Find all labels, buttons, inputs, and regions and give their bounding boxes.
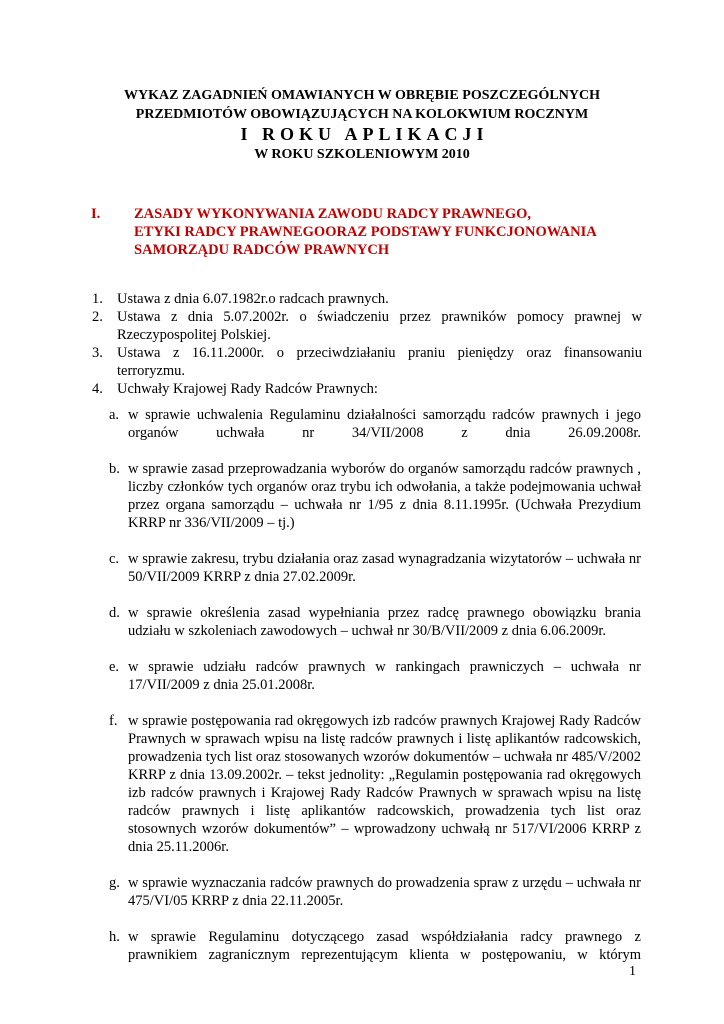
section-number: I. bbox=[91, 206, 101, 222]
item-text: Ustawa z dnia 6.07.1982r.o radcach prawnych. bbox=[117, 291, 389, 307]
item-text: Ustawa z dnia 5.07.2002r. o świadczeniu przez prawników pomocy prawnej w Rzeczypospolitej Polskiej. bbox=[117, 309, 642, 343]
resolution-item bbox=[105, 550, 641, 586]
numbered-list bbox=[82, 290, 642, 398]
resolution-item bbox=[105, 406, 641, 442]
resolution-text: w sprawie udziału radców prawnych w rankingach prawniczych – uchwała nr 17/VII/2009 z dnia 25.01.2008r. bbox=[128, 659, 641, 693]
resolution-text: w sprawie uchwalenia Regulaminu działalności samorządu radców prawnych i jego organów uchwała nr 34/VII/2008 z dnia 26.09.2008r. bbox=[128, 407, 641, 441]
resolution-text: w sprawie określenia zasad wypełniania przez radcę prawnego obowiązku brania udziału w szkoleniach zawodowych – uchwał nr 30/B/VII/2009 z dnia 6.06.2009r. bbox=[128, 605, 641, 639]
resolution-letter: e. bbox=[109, 659, 120, 675]
resolution-text: w sprawie zakresu, trybu działania oraz zasad wynagradzania wizytatorów – uchwała nr 50/VII/2009 KRRP z dnia 27.02.2009r. bbox=[128, 551, 641, 585]
section-title-line: ETYKI RADCY PRAWNEGOORAZ PODSTAWY FUNKCJONOWANIA bbox=[134, 224, 597, 240]
resolution-letter: g. bbox=[109, 875, 120, 891]
header-line-4: W ROKU SZKOLENIOWYM 2010 bbox=[254, 147, 470, 162]
item-text: Ustawa z 16.11.2000r. o przeciwdziałaniu praniu pieniędzy oraz finansowaniu terroryzmu. bbox=[117, 345, 642, 379]
list-item bbox=[82, 290, 642, 308]
resolution-letter: h. bbox=[109, 929, 120, 945]
resolution-letter: d. bbox=[109, 605, 120, 621]
item-text: Uchwały Krajowej Rady Radców Prawnych: bbox=[117, 381, 378, 397]
resolution-letter: a. bbox=[109, 407, 120, 423]
resolution-item bbox=[105, 460, 641, 532]
list-item bbox=[82, 380, 642, 398]
resolution-text: w sprawie zasad przeprowadzania wyborów do organów samorządu radców prawnych , liczby członków tych organów oraz trybu ich odwołania, a także podejmowania uchwał przez organa samorządu – uchwała nr 1/95 z dnia 8.11.1995r. (Uchwała Prezydium KRRP nr 336/VII/2009 – tj.) bbox=[128, 461, 641, 531]
resolutions-list bbox=[105, 406, 641, 982]
resolution-letter: c. bbox=[109, 551, 120, 567]
header-line-2: PRZEDMIOTÓW OBOWIĄZUJĄCYCH NA KOLOKWIUM ROCZNYM bbox=[135, 107, 589, 122]
header-line-1: WYKAZ ZAGADNIEŃ OMAWIANYCH W OBRĘBIE POSZCZEGÓLNYCH bbox=[124, 88, 600, 103]
section-title-line: SAMORZĄDU RADCÓW PRAWNYCH bbox=[134, 242, 390, 258]
item-number: 2. bbox=[92, 309, 103, 325]
resolution-item bbox=[105, 874, 641, 910]
list-item bbox=[82, 344, 642, 380]
resolution-text: w sprawie Regulaminu dotyczącego zasad współdziałania radcy prawnego z prawnikiem zagranicznym reprezentującym klienta w postępowaniu, w którym bbox=[128, 929, 641, 963]
resolution-text: w sprawie postępowania rad okręgowych izb radców prawnych Krajowej Rady Radców Prawnych w sprawach wpisu na listę radców prawnych i listę aplikantów radcowskich, prowadzenia tych list oraz stosowanych wzorów dokumentów – uchwała nr 485/V/2002 KRRP z dnia 13.09.2002r. – tekst jednolity: „Regulamin postępowania rad okręgowych izb radców prawnych i Krajowej Rady Radców Prawnych w sprawach wpisu na listę radców prawnych i listę aplikantów radcowskich, prowadzenia tych list oraz stosownych wzorów dokumentów” – wprowadzony uchwałą nr 517/VI/2006 KRRP z dnia 25.11.2006r. bbox=[128, 713, 641, 855]
item-number: 4. bbox=[92, 381, 103, 397]
list-item bbox=[82, 308, 642, 344]
resolution-item bbox=[105, 658, 641, 694]
resolution-letter: b. bbox=[109, 461, 120, 477]
resolution-item bbox=[105, 928, 641, 964]
resolution-item bbox=[105, 712, 641, 856]
item-number: 1. bbox=[92, 291, 103, 307]
header-year-of-training: I ROKU APLIKACJI bbox=[240, 124, 489, 144]
section-title-line: ZASADY WYKONYWANIA ZAWODU RADCY PRAWNEGO, bbox=[134, 206, 532, 222]
resolution-text: w sprawie wyznaczania radców prawnych do prowadzenia spraw z urzędu – uchwała nr 475/VI/05 KRRP z dnia 22.11.2005r. bbox=[128, 875, 641, 909]
item-number: 3. bbox=[92, 345, 103, 361]
page-number: 1 bbox=[629, 964, 636, 979]
resolution-letter: f. bbox=[109, 713, 118, 729]
resolution-item bbox=[105, 604, 641, 640]
document-header bbox=[0, 86, 724, 164]
